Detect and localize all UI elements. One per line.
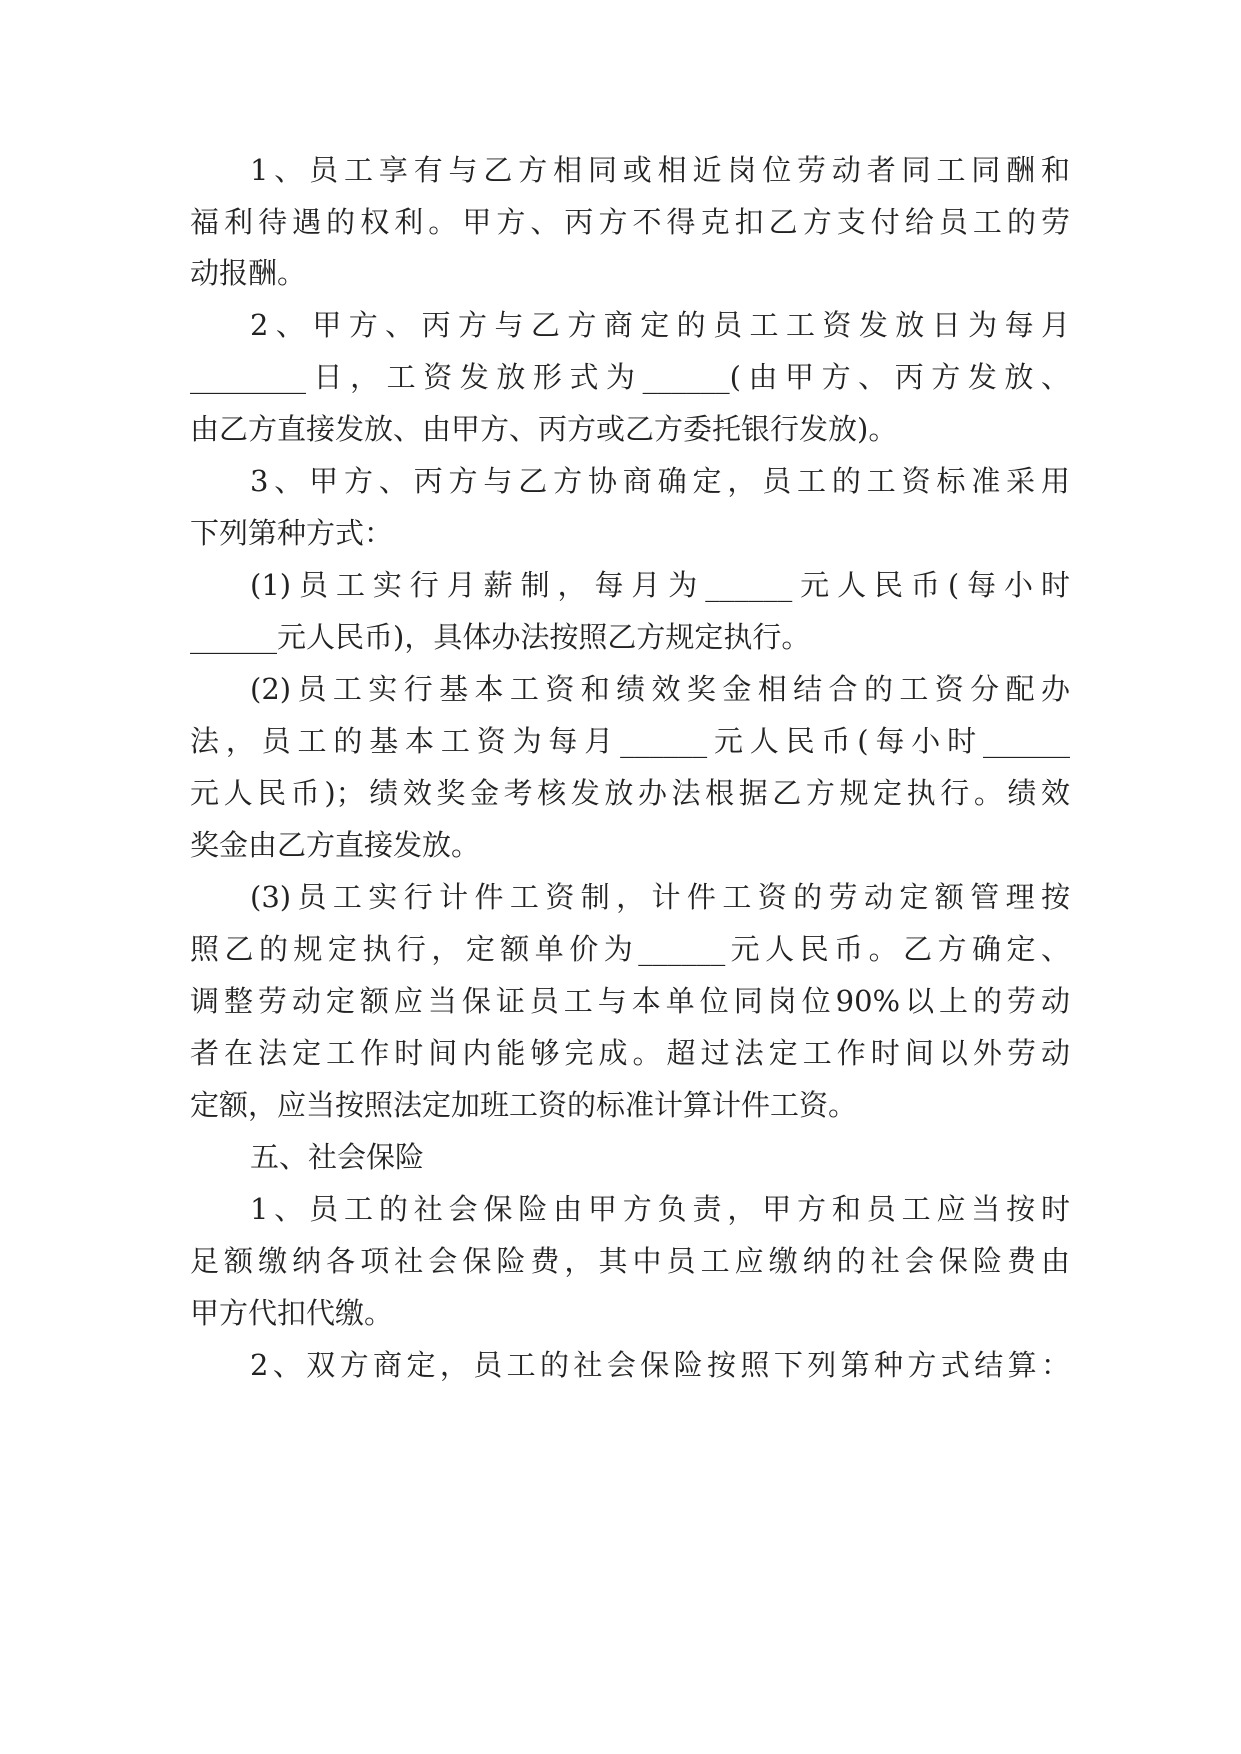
- text-line: 福利待遇的权利。甲方、丙方不得克扣乙方支付给员工的劳: [190, 205, 1070, 239]
- text-line: ________日，工资发放形式为______(由甲方、丙方发放、: [190, 360, 1070, 394]
- text-line: 定额，应当按照法定加班工资的标准计算计件工资。: [190, 1088, 858, 1122]
- text-line: 足额缴纳各项社会保险费，其中员工应缴纳的社会保险费由: [190, 1244, 1070, 1278]
- text-line: 者在法定工作时间内能够完成。超过法定工作时间以外劳动: [190, 1036, 1070, 1070]
- text-line: ______元人民币)，具体办法按照乙方规定执行。: [190, 620, 811, 654]
- text-line: 1、员工的社会保险由甲方负责，甲方和员工应当按时: [250, 1192, 1070, 1226]
- text-line: (1)员工实行月薪制，每月为______元人民币(每小时: [250, 568, 1070, 602]
- text-line: 照乙的规定执行，定额单价为______元人民币。乙方确定、: [190, 932, 1070, 966]
- text-line: 由乙方直接发放、由甲方、丙方或乙方委托银行发放)。: [190, 412, 898, 446]
- text-line: 下列第种方式：: [190, 516, 394, 550]
- text-line: 甲方代扣代缴。: [190, 1296, 394, 1330]
- text-line: 元人民币)；绩效奖金考核发放办法根据乙方规定执行。绩效: [190, 776, 1070, 810]
- text-line: 2、双方商定，员工的社会保险按照下列第种方式结算：: [250, 1348, 1070, 1382]
- text-line: 法，员工的基本工资为每月______元人民币(每小时______: [190, 724, 1070, 758]
- text-line: 2、甲方、丙方与乙方商定的员工工资发放日为每月: [250, 308, 1070, 342]
- text-line: 奖金由乙方直接发放。: [190, 828, 481, 862]
- text-line: 3、甲方、丙方与乙方协商确定，员工的工资标准采用: [250, 464, 1070, 498]
- section-heading: 五、社会保险: [250, 1140, 425, 1174]
- text-line: (2)员工实行基本工资和绩效奖金相结合的工资分配办: [250, 672, 1070, 706]
- text-line: 调整劳动定额应当保证员工与本单位同岗位90%以上的劳动: [190, 984, 1070, 1018]
- text-line: (3)员工实行计件工资制，计件工资的劳动定额管理按: [250, 880, 1070, 914]
- text-line: 1、员工享有与乙方相同或相近岗位劳动者同工同酬和: [250, 153, 1070, 187]
- text-line: 动报酬。: [190, 256, 307, 290]
